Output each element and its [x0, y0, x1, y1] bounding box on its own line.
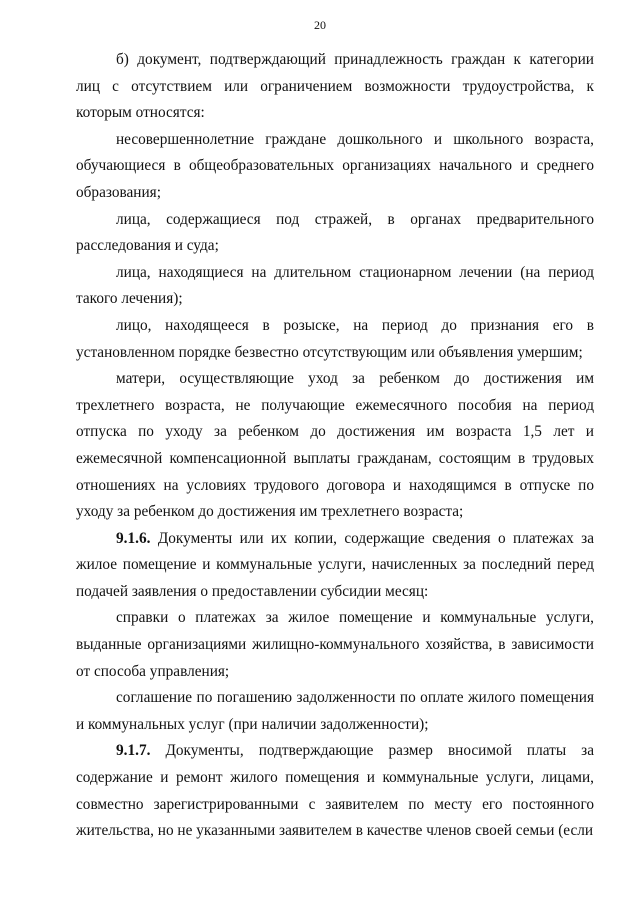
page-number: 20 [314, 18, 326, 32]
paragraph-5 [76, 313, 594, 366]
paragraph-text: матери, осуществляющие уход за ребенком до достижения им трехлетнего возраста, не получающие ежемесячного пособия на период отпуска по уходу за ребенком до достижения им возраста 1,5 лет и ежемесячной компенсационной выплаты гражданам, состоящим в трудовых отношениях на условиях трудового договора и находящимся в отпуске по уходу за ребенком до достижения им трехлетнего возраста; [76, 370, 594, 521]
clause-number: 9.1.7. [116, 742, 151, 760]
paragraph-1 [76, 47, 594, 127]
paragraph-text: соглашение по погашению задолженности по оплате жилого помещения и коммунальных услуг (при наличии задолженности); [76, 689, 594, 733]
paragraph-6 [76, 366, 594, 526]
paragraph-text: лица, находящиеся на длительном стационарном лечении (на период такого лечения); [76, 263, 594, 308]
paragraph-text: Документы, подтверждающие размер вносимой платы за содержание и ремонт жилого помещения и коммунальные услуги, лицами, совместно зарегистрированными с заявителем по месту его постоянного жительства, но не указанными заявителем в качестве членов своей семьи (если [76, 742, 594, 840]
paragraph-text: лицо, находящееся в розыске, на период до признания его в установленном порядке безвестно отсутствующим или объявления умершим; [76, 316, 594, 361]
paragraph-2 [76, 127, 594, 207]
paragraph-text: лица, содержащиеся под стражей, в органах предварительного расследования и суда; [76, 210, 594, 255]
paragraph-3 [76, 207, 594, 260]
paragraph-9 [76, 685, 594, 738]
paragraph-10 [76, 738, 594, 844]
paragraph-7 [76, 526, 594, 606]
paragraph-4 [76, 260, 594, 313]
paragraph-8 [76, 605, 594, 685]
paragraph-text: Документы или их копии, содержащие сведения о платежах за жилое помещение и коммунальные услуги, начисленных за последний перед подачей заявления о предоставлении субсидии месяц: [76, 529, 594, 600]
paragraph-text: несовершеннолетние граждане дошкольного и школьного возраста, обучающиеся в общеобразовательных организациях начального и среднего образования; [76, 130, 594, 201]
clause-number: 9.1.6. [116, 529, 151, 547]
paragraph-text: б) документ, подтверждающий принадлежность граждан к категории лиц с отсутствием или ограничением возможности трудоустройства, к которым относятся: [76, 51, 594, 122]
paragraph-text: справки о платежах за жилое помещение и коммунальные услуги, выданные организациями жилищно-коммунального хозяйства, в зависимости от способа управления; [76, 609, 594, 680]
